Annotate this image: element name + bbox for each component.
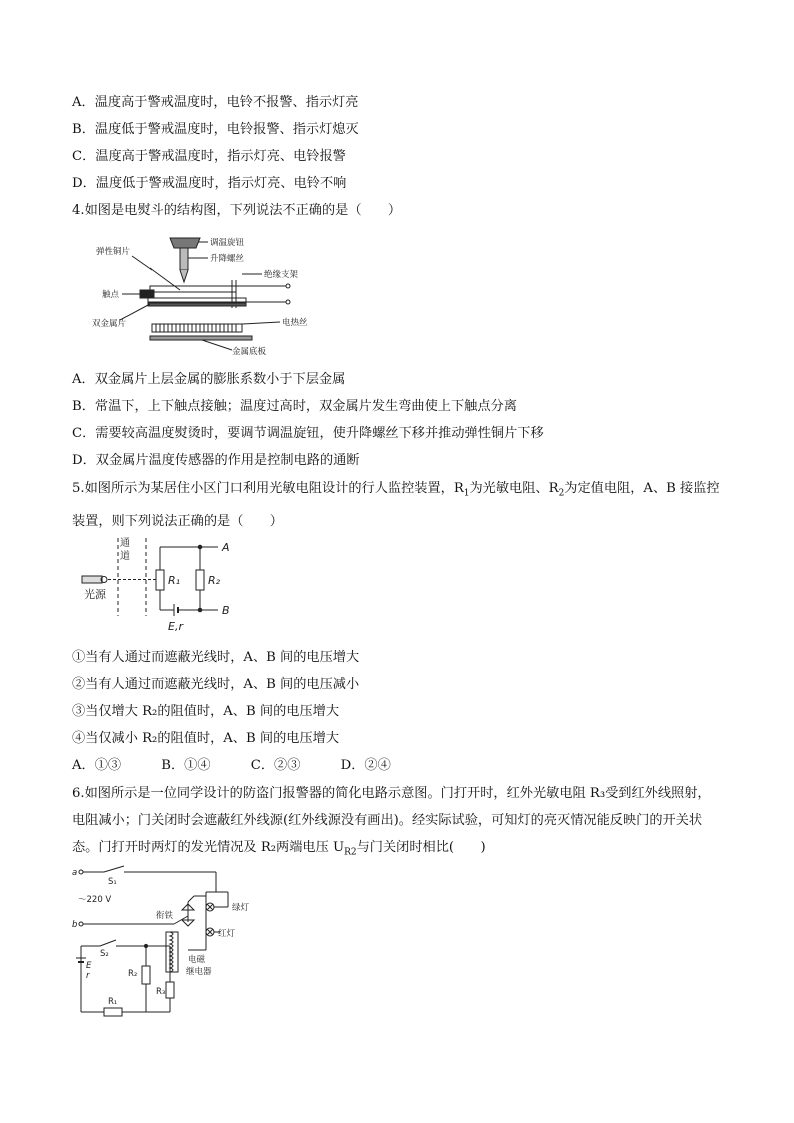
label-r3: R₃: [156, 987, 166, 997]
label-support: 绝缘支架: [264, 270, 299, 280]
q5-stem: 5.如图所示为某居住小区门口利用光敏电阻设计的行人监控装置，$R_1$为光敏电阻、$R_2$为定值电阻，A、B 接监控装置，则下列说法正确的是（ ）: [72, 481, 720, 529]
label-er: E,r: [168, 620, 183, 633]
label-relay-2: 继电器: [186, 967, 212, 977]
label-s2: S₂: [100, 949, 109, 959]
label-a: a: [72, 868, 78, 878]
q6-alarm-circuit: [70, 862, 280, 1018]
label-green-lamp: 绿灯: [232, 903, 250, 913]
label-220v: ～220 V: [78, 895, 112, 905]
q5-monitor-circuit: [80, 532, 250, 636]
label-b: b: [72, 920, 78, 930]
q3-option-d: D．温度低于警戒温度时，指示灯亮、电铃不响: [72, 176, 347, 191]
label-heater: 电热丝: [282, 318, 308, 328]
label-spring: 弹性铜片: [96, 247, 131, 257]
label-r2: R₂: [128, 969, 138, 979]
label-r: r: [86, 971, 90, 981]
label-b: B: [222, 604, 230, 617]
q4-stem: 4.如图是电熨斗的结构图，下列说法不正确的是（ ）: [72, 203, 402, 218]
label-a: A: [222, 541, 230, 554]
label-red-lamp: 红灯: [218, 929, 236, 939]
q5-statement-2: ②当有人通过而遮蔽光线时，A、B 间的电压减小: [72, 677, 360, 692]
q3-option-a: A．温度高于警戒温度时，电铃不报警、指示灯亮: [72, 95, 359, 110]
label-s1: S₁: [108, 877, 117, 887]
q5-statement-3: ③当仅增大 R₂的阻值时，A、B 间的电压增大: [72, 704, 340, 719]
label-r1: R₁: [108, 997, 118, 1007]
q5-choice-a: A．①③: [72, 758, 122, 773]
q3-option-b: B．温度低于警戒温度时，电铃报警、指示灯熄灭: [72, 122, 359, 137]
q6-stem: 6.如图所示是一位同学设计的防盗门报警器的简化电路示意图。门打开时，红外光敏电阻 R₃受到红外线照射，电阻减小；门关闭时会遮蔽红外线源(红外线源没有画出)。经实际试验，可知灯的亮灭情况能反映门的开关状态。门打开时两灯的发光情况及 R₂两端电压 $U_{R2}$与门关闭时相比( ): [72, 786, 711, 858]
q5-statement-4: ④当仅减小 R₂的阻值时，A、B 间的电压增大: [72, 731, 340, 746]
q5-statement-1: ①当有人通过而遮蔽光线时，A、B 间的电压增大: [72, 650, 360, 665]
label-armature: 衔铁: [156, 911, 174, 921]
label-screw: 升降螺丝: [210, 254, 245, 264]
label-channel-1: 通: [120, 538, 130, 549]
q5-choice-d: D．②④: [340, 758, 391, 773]
q5-choices: [72, 758, 391, 774]
label-light-source: 光源: [84, 588, 106, 601]
label-r2: R₂: [208, 574, 221, 587]
label-r1: R₁: [168, 574, 181, 587]
label-plate: 金属底板: [232, 347, 267, 357]
label-bimetal: 双金属片: [92, 319, 127, 329]
label-relay-1: 电磁: [188, 955, 206, 965]
label-channel-2: 道: [120, 551, 130, 562]
q4-option-b: B．常温下，上下触点接触；温度过高时，双金属片发生弯曲使上下触点分离: [72, 399, 517, 414]
q5-choice-c: C．②③: [250, 758, 301, 773]
q4-iron-diagram: [92, 230, 308, 358]
q4-option-c: C．需要较高温度熨烫时，要调节调温旋钮，使升降螺丝下移并推动弹性铜片下移: [72, 426, 544, 441]
q4-option-d: D．双金属片温度传感器的作用是控制电路的通断: [72, 453, 360, 468]
q3-option-c: C．温度高于警戒温度时，指示灯亮、电铃报警: [72, 149, 346, 164]
q5-choice-b: B．①④: [161, 758, 211, 773]
label-e: E: [86, 961, 92, 971]
q4-option-a: A．双金属片上层金属的膨胀系数小于下层金属: [72, 372, 346, 387]
label-contact: 触点: [102, 290, 120, 300]
label-knob: 调温旋钮: [210, 238, 245, 248]
